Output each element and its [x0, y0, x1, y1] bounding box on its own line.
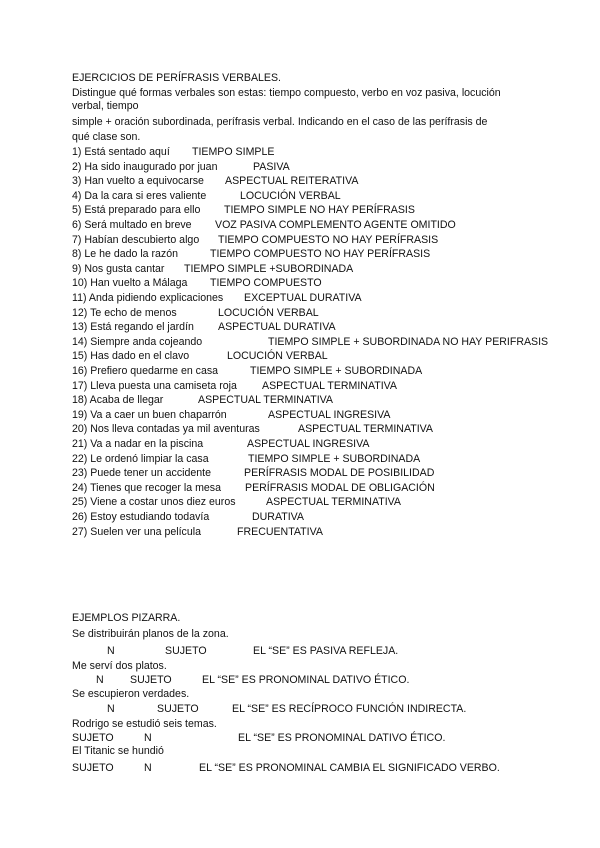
exercise-answer: TIEMPO SIMPLE [192, 146, 275, 158]
exercise-sentence: 18) Acaba de llegar [72, 394, 164, 407]
exercise-answer: ASPECTUAL INGRESIVA [247, 438, 370, 450]
example-sentence: Rodrigo se estudió seis temas. [72, 718, 217, 730]
exercise-answer: LOCUCIÓN VERBAL [227, 350, 328, 363]
exercise-answer: TIEMPO COMPUESTO NO HAY PERÍFRASIS [218, 233, 439, 246]
intro-line: verbal, tiempo [72, 100, 139, 112]
example-n-label: N [144, 762, 152, 774]
example-sentence: Me serví dos platos. [72, 660, 167, 672]
exercise-answer: ASPECTUAL TERMINATIVA [198, 394, 333, 407]
exercise-answer: ASPECTUAL TERMINATIVA [298, 423, 433, 436]
examples-title: EJEMPLOS PIZARRA. [72, 612, 181, 624]
example-explanation: EL “SE” ES RECÍPROCO FUNCIÓN INDIRECTA. [232, 703, 467, 715]
exercise-answer: FRECUENTATIVA [237, 525, 323, 538]
exercise-answer: ASPECTUAL TERMINATIVA [262, 379, 397, 392]
example-subject-label: SUJETO [157, 703, 199, 715]
intro-line: Distingue qué formas verbales son estas: tiempo compuesto, verbo en voz pasiva, locución [72, 87, 501, 99]
exercise-answer: TIEMPO COMPUESTO [210, 277, 322, 290]
exercise-sentence: 3) Han vuelto a equivocarse [72, 175, 204, 188]
exercise-sentence: 5) Está preparado para ello [72, 204, 201, 217]
exercise-sentence: 23) Puede tener un accidente [72, 467, 211, 480]
exercise-answer: LOCUCIÓN VERBAL [240, 189, 341, 202]
exercise-sentence: 19) Va a caer un buen chaparrón [72, 408, 227, 421]
page-title: EJERCICIOS DE PERÍFRASIS VERBALES. [72, 72, 281, 84]
example-subject-label: SUJETO [72, 732, 114, 744]
example-explanation: EL “SE” ES PASIVA REFLEJA. [253, 645, 399, 657]
example-subject-label: SUJETO [165, 645, 207, 657]
exercise-answer: ASPECTUAL INGRESIVA [268, 408, 391, 421]
exercise-answer: PERÍFRASIS MODAL DE OBLIGACIÓN [245, 481, 435, 494]
exercise-sentence: 22) Le ordenó limpiar la casa [72, 452, 209, 465]
exercise-sentence: 1) Está sentado aquí [72, 146, 170, 158]
exercise-answer: PASIVA [253, 160, 290, 173]
example-sentence: Se escupieron verdades. [72, 688, 190, 700]
exercise-sentence: 24) Tienes que recoger la mesa [72, 481, 221, 494]
exercise-answer: LOCUCIÓN VERBAL [218, 306, 319, 319]
exercise-sentence: 17) Lleva puesta una camiseta roja [72, 379, 237, 392]
exercise-answer: ASPECTUAL REITERATIVA [225, 175, 359, 188]
exercise-sentence: 6) Será multado en breve [72, 219, 192, 231]
example-explanation: EL “SE” ES PRONOMINAL CAMBIA EL SIGNIFICADO VERBO. [199, 762, 500, 774]
exercise-sentence: 14) Siempre anda cojeando [72, 335, 203, 348]
exercise-sentence: 13) Está regando el jardín [72, 321, 194, 334]
exercise-answer: TIEMPO SIMPLE +SUBORDINADA [184, 262, 354, 275]
exercise-sentence: 26) Estoy estudiando todavía [72, 511, 210, 523]
exercise-answer: TIEMPO SIMPLE + SUBORDINADA [250, 365, 423, 377]
example-explanation: EL “SE” ES PRONOMINAL DATIVO ÉTICO. [238, 732, 446, 744]
exercise-sentence: 4) Da la cara si eres valiente [72, 189, 207, 202]
exercise-sentence: 11) Anda pidiendo explicaciones [72, 292, 224, 304]
exercise-answer: DURATIVA [252, 511, 304, 523]
exercise-sentence: 27) Suelen ver una película [72, 525, 201, 538]
intro-line: simple + oración subordinada, perífrasis verbal. Indicando en el caso de las perífrasis de [72, 116, 488, 128]
example-sentence: Se distribuirán planos de la zona. [72, 628, 229, 640]
exercise-sentence: 10) Han vuelto a Málaga [72, 277, 188, 290]
example-n-label: N [107, 645, 115, 657]
exercise-answer: ASPECTUAL DURATIVA [218, 321, 336, 334]
exercise-answer: ASPECTUAL TERMINATIVA [266, 496, 401, 509]
exercise-answer: TIEMPO COMPUESTO NO HAY PERÍFRASIS [210, 248, 431, 261]
example-sentence: El Titanic se hundió [72, 745, 164, 757]
exercise-sentence: 20) Nos lleva contadas ya mil aventuras [72, 423, 260, 436]
exercise-answer: EXCEPTUAL DURATIVA [244, 292, 362, 304]
example-explanation: EL “SE” ES PRONOMINAL DATIVO ÉTICO. [202, 674, 410, 686]
intro-line: qué clase son. [72, 131, 141, 143]
example-n-label: N [107, 703, 115, 715]
exercise-answer: PERÍFRASIS MODAL DE POSIBILIDAD [244, 467, 435, 480]
exercise-answer: TIEMPO SIMPLE + SUBORDINADA [248, 452, 421, 465]
exercise-sentence: 21) Va a nadar en la piscina [72, 438, 204, 450]
example-subject-label: SUJETO [72, 762, 114, 774]
exercise-sentence: 2) Ha sido inaugurado por juan [72, 160, 218, 173]
exercise-answer: TIEMPO SIMPLE NO HAY PERÍFRASIS [224, 204, 415, 217]
example-n-label: N [96, 674, 104, 686]
example-n-label: N [144, 732, 152, 744]
exercise-sentence: 12) Te echo de menos [72, 306, 177, 319]
exercise-sentence: 8) Le he dado la razón [72, 248, 179, 261]
exercise-sentence: 7) Habían descubierto algo [72, 233, 200, 246]
exercise-sentence: 15) Has dado en el clavo [72, 350, 190, 363]
example-subject-label: SUJETO [130, 674, 172, 686]
exercise-answer: TIEMPO SIMPLE + SUBORDINADA NO HAY PERIFRASIS [268, 335, 549, 348]
exercise-sentence: 9) Nos gusta cantar [72, 262, 165, 275]
exercise-sentence: 25) Viene a costar unos diez euros [72, 496, 236, 509]
exercise-answer: VOZ PASIVA COMPLEMENTO AGENTE OMITIDO [215, 219, 456, 231]
exercise-sentence: 16) Prefiero quedarme en casa [72, 365, 219, 377]
